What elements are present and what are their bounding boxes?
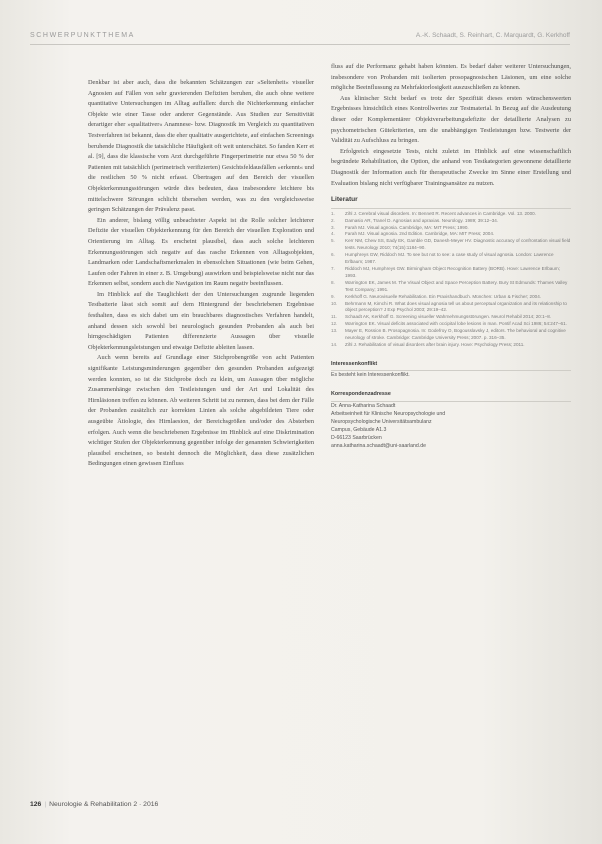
header-divider bbox=[30, 44, 570, 45]
reference-text: Schaadt AK, Kerkhoff G. Screening visueller Wahrnehmungsstörungen. Neurol Rehabil 2014; 20:1–8. bbox=[345, 314, 552, 320]
reference-text: Riddoch MJ, Humphreys GW. Birmingham Object Recognition Battery (BORB). Hove: Lawrence Erlbaum; 1993. bbox=[345, 265, 560, 278]
reference-number: 4. bbox=[331, 231, 335, 237]
reference-number: 3. bbox=[331, 224, 335, 230]
reference-number: 12. bbox=[331, 321, 338, 327]
section-label: SCHWERPUNKTTHEMA bbox=[30, 32, 135, 39]
reference-number: 13. bbox=[331, 328, 338, 334]
journal-name: Neurologie & Rehabilitation 2 · 2016 bbox=[49, 801, 159, 808]
page-number: 126 bbox=[30, 801, 42, 808]
correspondence-heading: Korrespondenzadresse bbox=[331, 389, 571, 402]
reference-number: 6. bbox=[331, 252, 335, 258]
paragraph: Im Hinblick auf die Tauglichkeit der den Untersuchungen zugrunde liegenden Testbatterie lässt sich somit auf dem Hintergrund der beschriebenen Ergebnisse festhalten, dass es sich dabei um ein brauchbares diagnostisches Verfahren handelt, anhand dessen sich sowohl bei neurologisch gesunden Probanden als auch bei hirngeschädigten Patienten differenzierte Aussagen über visuelle Objekterkennungsleistungen und etwaige Defizite ableiten lassen. bbox=[88, 290, 314, 351]
reference-item bbox=[331, 321, 571, 328]
reference-number: 11. bbox=[331, 314, 338, 320]
address-line: Neuropsychologische Universitätsambulanz bbox=[331, 419, 432, 426]
reference-item bbox=[331, 218, 571, 225]
reference-number: 14. bbox=[331, 341, 338, 347]
reference-text: Kerkhoff G. Neurovisuelle Rehabilitation. Ein Praxishandbuch. München: Urban & Fischer; 2004. bbox=[345, 293, 542, 299]
address-line: Arbeitseinheit für Klinische Neuropsychologie und bbox=[331, 411, 446, 418]
address-line: Campus, Gebäude A1.3 bbox=[331, 427, 387, 434]
paragraph: Aus klinischer Sicht bedarf es trotz der Spezifität dieses ersten wünschenswerten Ergebnisses hinsichtlich eines Kontrollwertes zur Testmaterial. In Bezug auf die Ausdeutung dieser oder Komplementärer Objektverarbeitungsdefizite der detaillierte Analysen zu psychometrischen Gütekriterien, um die unabhängigen Testleistungen bzw. Testwerte der Validität zu Aufschluss zu bringen. bbox=[331, 94, 571, 145]
reference-text: Zihl J. Rehabilitation of visual disorders after brain injury. Hove: Psychology Press; 2011. bbox=[345, 341, 525, 347]
reference-number: 2. bbox=[331, 217, 335, 223]
reference-number: 10. bbox=[331, 300, 338, 306]
reference-text: Farah MJ. Visual agnosia. 2nd Edition. Cambridge, MA: MIT Press; 2004. bbox=[345, 231, 495, 237]
address-line: anna.katharina.schaadt@uni-saarland.de bbox=[331, 443, 426, 450]
address-line: Dr. Anna-Katharina Schaadt bbox=[331, 403, 396, 410]
reference-item bbox=[331, 301, 571, 315]
paragraph: Erfolgreich eingesetzte Tests, nicht zuletzt im Hinblick auf eine wissenschaftlich begründete Rehabilitation, die Option, die anhand von Testkategorien gewonnene detaillierte Diagnostik der Information auch für therapeutische Zwecke im Sinne einer Erstellung und Evaluation bislang nicht verfügbarer Trainingsansätze zu nutzen. bbox=[331, 147, 571, 187]
paragraph: Denkbar ist aber auch, dass die bekannten Schätzungen zur »Seltenheit« visueller Agnosien auf Fällen von sehr gravierenden Defiziten beruhen, die auch ohne weitere quantitative Untersuchungen im Alltag auffallen: durch die Nichterkennung einfacher Objekte wie einer Tasse oder anderer Gegenstände. Aus Studien zur Sensitivität derartiger eher »qualitativer« Anamnese- bzw. Diagnostik im Vergleich zu quantitativen Testverfahren ist bekannt, dass die eher qualitativ ausgerichtete, auf einfachen Screenings beruhende Diagnostik die tatsächliche Häufigkeit oft weit unterschätzt. So fanden Kerr et al. [9], dass die klassische vom Arzt durchgeführte Fingerperimetrie nur etwa 50 % der Patienten mit tatsächlich (perimetrisch verifizierten) Gesichtsfeldausfällen »erkennt« und die restlichen 50 % nicht erfasst. Übertragen auf den Bereich der visuellen Objekterkennungsstörungen würde dies bedeuten, dass insbesondere leichtere bis mittelschwere Störungen schlicht übersehen werden, was zu den vergleichsweise geringen Schätzungen der Prävalenz passt. bbox=[88, 79, 314, 214]
conflict-heading: Interessenkonflikt bbox=[331, 359, 571, 372]
reference-number: 5. bbox=[331, 238, 335, 244]
reference-text: Humphreys GW, Riddoch MJ. To see but not to see: a case study of visual agnosia. London: Lawrence Erlbaum; 1987. bbox=[345, 252, 554, 265]
reference-text: Behrmann M, Kimchi R. What does visual agnosia tell us about perceptual organization and its relationship to object perception? J Exp Psychol 2003; 29:19–42. bbox=[345, 300, 567, 313]
reference-item bbox=[331, 342, 571, 349]
reference-item bbox=[331, 328, 571, 342]
reference-number: 9. bbox=[331, 293, 335, 299]
reference-number: 7. bbox=[331, 265, 335, 271]
page-footer: 126 | Neurologie & Rehabilitation 2 · 2016 bbox=[30, 801, 159, 808]
reference-number: 8. bbox=[331, 279, 335, 285]
reference-item bbox=[331, 211, 571, 218]
reference-text: Warrington EK, James M. The Visual Object and Space Perception Battery. Bury St Edmunds: Thames Valley Test Company; 1991. bbox=[345, 279, 568, 292]
reference-text: Farah MJ. Visual agnosia. Cambridge, MA: MIT Press; 1990. bbox=[345, 224, 469, 230]
reference-number: 1. bbox=[331, 210, 335, 216]
reference-text: Warrington EK. Visual deficits associated with occipital lobe lesions in man. Pontif Acad Sci 1986; 54:247–61. bbox=[345, 321, 567, 327]
author-line: A.-K. Schaadt, S. Reinhart, C. Marquardt, G. Kerkhoff bbox=[415, 32, 570, 39]
paragraph: fluss auf die Performanz gehabt haben könnten. Es bedarf daher weiterer Untersuchungen, insbesondere von Probanden mit isolierten prosopagnosischen Läsionen, um eine solche mögliche Beeinflussung zu Mehrfaktorlosigkeit auszuschließen zu können. bbox=[331, 63, 571, 92]
reference-item bbox=[331, 238, 571, 252]
reference-item bbox=[331, 252, 571, 266]
left-text-column bbox=[88, 78, 314, 470]
right-text-column bbox=[331, 62, 571, 450]
reference-text: Zihl J. Cerebral visual disorders. In: Bennett R. Recent advances in Cambridge. Vol. 13. 2000. bbox=[345, 210, 536, 216]
reference-item bbox=[331, 314, 571, 321]
reference-item bbox=[331, 294, 571, 301]
reference-text: Mayer E, Rossion B. Prosopagnosia. In: Godefroy O, Bogousslavsky J, editors. The behavioral and cognitive neurology of stroke. Cambridge: Cambridge University Press; 2007. p. 316–35. bbox=[345, 328, 566, 341]
paragraph: Auch wenn bereits auf Grundlage einer Stichprobengröße von acht Patienten signifikante Leistungsminderungen gegenüber den gesunden Probanden aufgezeigt werden konnten, so ist die Stichprobe doch zu klein, um Aussagen über mögliche Zusammenhänge zwischen den Testleistungen und der Art und Lokalität des Hirnläsionen treffen zu können. Ab weiteren Schritt ist zu nennen, dass bei dem der Fälle der Probanden zusätzlich zur korrekten Linien als solche abgebildeten Tiere oder ausgeübte Ätiologie, des Hirnlaesion, der Bereichsgrößen und/oder des Absterben erfolgen. Auch wenn die beschriebenen Ergebnisse im Hinblick auf eine Diskrimination wichtiger Stufen der Objekterkennung gegenüber infolge der genannten Schwierigkeiten plausibel erscheinen, so besteht dennoch die Möglichkeit, dass diese zusätzlichen Bedingungen einen gewissen Einfluss bbox=[88, 354, 314, 468]
address-line: D-66123 Saarbrücken bbox=[331, 435, 382, 442]
conflict-text: Es besteht kein Interessenkonflikt. bbox=[331, 372, 410, 379]
reference-item bbox=[331, 266, 571, 280]
literature-heading: Literatur bbox=[331, 195, 571, 209]
reference-list bbox=[331, 211, 571, 349]
reference-text: Damasio AR, Tranel D. Agnosias and apraxias. Neurology. 1989; 39:12–34. bbox=[345, 217, 499, 223]
reference-item bbox=[331, 225, 571, 232]
reference-text: Kerr NM, Chew SS, Eady EK, Gamble GD, Danesh-Meyer HV. Diagnostic accuracy of confrontation visual field tests. Neurology 2010; 74(15):1184–90. bbox=[345, 238, 571, 251]
reference-item bbox=[331, 280, 571, 294]
paragraph: Ein anderer, bislang völlig unbeachteter Aspekt ist die Rolle solcher leichterer Defizite der visuellen Objekterkennung für den Bereich der visuellen Exploration und Orientierung im Alltag. Es erscheint plausibel, dass auch solche leichteren Erkennungsstörungen sich negativ auf das rasche Erkennen von Alltagsobjekten, Landmarken oder Landschaftsmerkmalen in ebensolchen Situationen (wie beim Gehen, Laufen oder Fahren in einer z. B. Umgebung) auswirken und beispielsweise nicht nur das Erkennen selbst, sondern auch die Navigation im Raum negativ beeinflussen. bbox=[88, 216, 314, 288]
reference-item bbox=[331, 231, 571, 238]
correspondence-address bbox=[331, 402, 571, 450]
